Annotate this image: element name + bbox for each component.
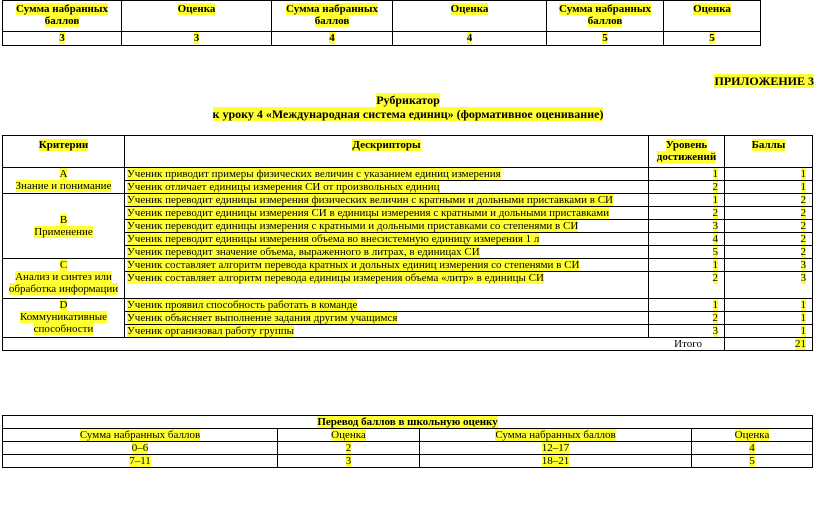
top-header-cell: Оценка xyxy=(122,1,272,32)
top-value-cell: 4 xyxy=(393,32,547,46)
criteria-header: Критерии xyxy=(3,136,125,168)
top-header-cell: Сумма набранных баллов xyxy=(272,1,393,32)
conversion-header-row xyxy=(3,429,813,442)
top-header-row xyxy=(3,1,761,32)
table-row xyxy=(3,233,813,246)
table-row xyxy=(3,325,813,338)
level-cell: 4 xyxy=(649,233,725,246)
descriptor-cell: Ученик переводит единицы измерения физических величин с кратными и дольными приставками в СИ xyxy=(125,194,649,207)
top-value-cell: 3 xyxy=(122,32,272,46)
points-cell: 1 xyxy=(725,168,813,181)
table-row xyxy=(3,312,813,325)
conversion-header-cell: Оценка xyxy=(692,429,813,442)
level-cell: 5 xyxy=(649,246,725,259)
points-cell: 1 xyxy=(725,325,813,338)
top-value-cell: 3 xyxy=(3,32,122,46)
conversion-cell: 7–11 xyxy=(3,455,278,468)
level-cell: 2 xyxy=(649,272,725,299)
level-cell: 1 xyxy=(649,194,725,207)
conversion-cell: 4 xyxy=(692,442,813,455)
points-cell: 2 xyxy=(725,194,813,207)
table-row xyxy=(3,272,813,299)
top-header-cell: Оценка xyxy=(393,1,547,32)
conversion-cell: 12–17 xyxy=(420,442,692,455)
conversion-cell: 3 xyxy=(278,455,420,468)
descriptor-cell: Ученик составляет алгоритм перевода единицы измерения объема «литр» в единицы СИ xyxy=(125,272,649,299)
descriptor-cell: Ученик переводит единицы измерения СИ в единицы измерения с кратными и дольными приставками xyxy=(125,207,649,220)
level-cell: 2 xyxy=(649,181,725,194)
descriptor-cell: Ученик переводит значение объема, выраженного в литрах, в единицах СИ xyxy=(125,246,649,259)
rubric-table xyxy=(2,135,813,351)
conversion-cell: 0–6 xyxy=(3,442,278,455)
conversion-table xyxy=(2,415,813,468)
descriptors-header: Дескрипторы xyxy=(125,136,649,168)
conversion-header-cell: Сумма набранных баллов xyxy=(420,429,692,442)
level-cell: 2 xyxy=(649,207,725,220)
descriptor-cell: Ученик переводит единицы измерения объема во внесистемную единицу измерения 1 л xyxy=(125,233,649,246)
descriptor-cell: Ученик переводит единицы измерения с кратными и дольными приставками со степенями в СИ xyxy=(125,220,649,233)
total-row xyxy=(3,338,813,351)
top-score-table xyxy=(2,0,761,46)
points-cell: 3 xyxy=(725,272,813,299)
criterion-d: D Коммуникативные способности xyxy=(3,299,125,338)
points-cell: 1 xyxy=(725,312,813,325)
rubric-title-line1: Рубрикатор xyxy=(376,93,440,107)
descriptor-cell: Ученик организовал работу группы xyxy=(125,325,649,338)
top-value-cell: 5 xyxy=(547,32,664,46)
level-cell: 3 xyxy=(649,325,725,338)
total-label: Итого xyxy=(3,338,725,351)
points-cell: 2 xyxy=(725,207,813,220)
table-row xyxy=(3,207,813,220)
criterion-c: С Анализ и синтез или обработка информации xyxy=(3,259,125,299)
table-row xyxy=(3,455,813,468)
descriptor-cell: Ученик отличает единицы измерения СИ от произвольных единиц xyxy=(125,181,649,194)
top-value-row xyxy=(3,32,761,46)
rubric-header-row xyxy=(3,136,813,168)
table-row xyxy=(3,299,813,312)
descriptor-cell: Ученик приводит примеры физических величин с указанием единиц измерения xyxy=(125,168,649,181)
points-cell: 2 xyxy=(725,233,813,246)
conversion-cell: 5 xyxy=(692,455,813,468)
table-row xyxy=(3,220,813,233)
points-cell: 3 xyxy=(725,259,813,272)
total-value: 21 xyxy=(725,338,813,351)
table-row xyxy=(3,246,813,259)
level-cell: 3 xyxy=(649,220,725,233)
criterion-a: А Знание и понимание xyxy=(3,168,125,194)
table-row xyxy=(3,168,813,181)
conversion-title: Перевод баллов в школьную оценку xyxy=(3,416,813,429)
table-row xyxy=(3,442,813,455)
rubric-title-line2: к уроку 4 «Международная система единиц» (формативное оценивание) xyxy=(212,107,604,121)
table-row xyxy=(3,259,813,272)
conversion-cell: 2 xyxy=(278,442,420,455)
descriptor-cell: Ученик объясняет выполнение задания другим учащимся xyxy=(125,312,649,325)
level-cell: 1 xyxy=(649,168,725,181)
criterion-b: В Применение xyxy=(3,194,125,259)
level-cell: 1 xyxy=(649,259,725,272)
points-cell: 1 xyxy=(725,181,813,194)
descriptor-cell: Ученик проявил способность работать в команде xyxy=(125,299,649,312)
top-header-cell: Сумма набранных баллов xyxy=(3,1,122,32)
conversion-header-cell: Сумма набранных баллов xyxy=(3,429,278,442)
top-value-cell: 4 xyxy=(272,32,393,46)
descriptor-cell: Ученик составляет алгоритм перевода кратных и дольных единиц измерения со степенями в СИ xyxy=(125,259,649,272)
conversion-header-cell: Оценка xyxy=(278,429,420,442)
rubric-title xyxy=(0,93,816,121)
level-cell: 2 xyxy=(649,312,725,325)
level-cell: 1 xyxy=(649,299,725,312)
appendix-label: ПРИЛОЖЕНИЕ 3 xyxy=(714,74,814,88)
level-header: Уровень достижений xyxy=(649,136,725,168)
table-row xyxy=(3,194,813,207)
top-header-cell: Оценка xyxy=(664,1,761,32)
points-cell: 2 xyxy=(725,220,813,233)
points-cell: 2 xyxy=(725,246,813,259)
table-row xyxy=(3,181,813,194)
top-value-cell: 5 xyxy=(664,32,761,46)
top-header-cell: Сумма набранных баллов xyxy=(547,1,664,32)
conversion-cell: 18–21 xyxy=(420,455,692,468)
conversion-title-row xyxy=(3,416,813,429)
points-header: Баллы xyxy=(725,136,813,168)
points-cell: 1 xyxy=(725,299,813,312)
